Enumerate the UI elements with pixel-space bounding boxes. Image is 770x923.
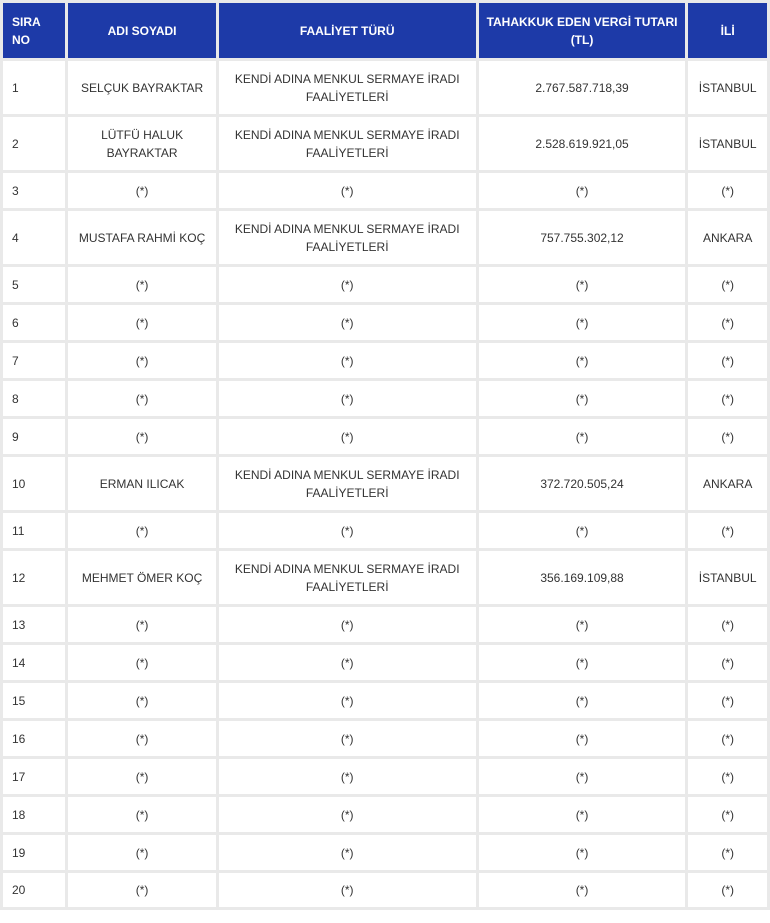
cell-faaliyet-turu: (*) (219, 173, 476, 208)
cell-ili: İSTANBUL (688, 551, 767, 604)
cell-ili: (*) (688, 645, 767, 680)
cell-vergi-tutari: (*) (479, 797, 686, 832)
cell-faaliyet-turu: (*) (219, 607, 476, 642)
cell-vergi-tutari: (*) (479, 267, 686, 302)
cell-vergi-tutari: (*) (479, 645, 686, 680)
cell-faaliyet-turu: (*) (219, 835, 476, 870)
cell-adi-soyadi: (*) (68, 305, 215, 340)
cell-adi-soyadi: (*) (68, 513, 215, 548)
cell-adi-soyadi: MEHMET ÖMER KOÇ (68, 551, 215, 604)
cell-sira-no: 4 (3, 211, 65, 264)
cell-faaliyet-turu: (*) (219, 305, 476, 340)
table-row (3, 759, 767, 794)
cell-ili: (*) (688, 381, 767, 416)
cell-vergi-tutari: (*) (479, 343, 686, 378)
cell-faaliyet-turu: (*) (219, 759, 476, 794)
cell-ili: (*) (688, 873, 767, 907)
table-row (3, 305, 767, 340)
table-row (3, 457, 767, 510)
cell-vergi-tutari: 372.720.505,24 (479, 457, 686, 510)
table-row (3, 117, 767, 170)
cell-sira-no: 9 (3, 419, 65, 454)
cell-adi-soyadi: (*) (68, 419, 215, 454)
cell-faaliyet-turu: (*) (219, 419, 476, 454)
cell-sira-no: 11 (3, 513, 65, 548)
cell-sira-no: 12 (3, 551, 65, 604)
cell-sira-no: 3 (3, 173, 65, 208)
cell-adi-soyadi: LÜTFÜ HALUK BAYRAKTAR (68, 117, 215, 170)
header-ili: İLİ (688, 3, 767, 58)
table-row (3, 551, 767, 604)
cell-adi-soyadi: (*) (68, 759, 215, 794)
table-row (3, 797, 767, 832)
table-row (3, 381, 767, 416)
table-row (3, 835, 767, 870)
cell-ili: (*) (688, 513, 767, 548)
cell-ili: İSTANBUL (688, 117, 767, 170)
cell-ili: (*) (688, 305, 767, 340)
cell-sira-no: 20 (3, 873, 65, 907)
cell-sira-no: 5 (3, 267, 65, 302)
cell-sira-no: 18 (3, 797, 65, 832)
table-row (3, 173, 767, 208)
cell-adi-soyadi: (*) (68, 173, 215, 208)
cell-faaliyet-turu: KENDİ ADINA MENKUL SERMAYE İRADI FAALİYETLERİ (219, 117, 476, 170)
table-row (3, 343, 767, 378)
table-row (3, 419, 767, 454)
cell-ili: ANKARA (688, 457, 767, 510)
cell-vergi-tutari: (*) (479, 759, 686, 794)
cell-faaliyet-turu: (*) (219, 513, 476, 548)
cell-sira-no: 14 (3, 645, 65, 680)
cell-sira-no: 7 (3, 343, 65, 378)
cell-faaliyet-turu: (*) (219, 645, 476, 680)
table-row (3, 683, 767, 718)
cell-sira-no: 17 (3, 759, 65, 794)
cell-sira-no: 10 (3, 457, 65, 510)
cell-faaliyet-turu: KENDİ ADINA MENKUL SERMAYE İRADI FAALİYETLERİ (219, 457, 476, 510)
cell-vergi-tutari: 757.755.302,12 (479, 211, 686, 264)
cell-adi-soyadi: MUSTAFA RAHMİ KOÇ (68, 211, 215, 264)
cell-ili: (*) (688, 835, 767, 870)
cell-faaliyet-turu: (*) (219, 797, 476, 832)
cell-faaliyet-turu: KENDİ ADINA MENKUL SERMAYE İRADI FAALİYETLERİ (219, 61, 476, 114)
cell-ili: (*) (688, 759, 767, 794)
cell-sira-no: 1 (3, 61, 65, 114)
cell-adi-soyadi: (*) (68, 607, 215, 642)
cell-vergi-tutari: (*) (479, 721, 686, 756)
cell-adi-soyadi: SELÇUK BAYRAKTAR (68, 61, 215, 114)
cell-faaliyet-turu: (*) (219, 683, 476, 718)
cell-ili: (*) (688, 267, 767, 302)
header-adi-soyadi: ADI SOYADI (68, 3, 215, 58)
cell-sira-no: 19 (3, 835, 65, 870)
cell-ili: ANKARA (688, 211, 767, 264)
cell-sira-no: 6 (3, 305, 65, 340)
table-header-row (3, 3, 767, 58)
cell-adi-soyadi: (*) (68, 381, 215, 416)
cell-ili: (*) (688, 797, 767, 832)
cell-vergi-tutari: (*) (479, 305, 686, 340)
cell-adi-soyadi: (*) (68, 721, 215, 756)
cell-ili: (*) (688, 683, 767, 718)
cell-vergi-tutari: (*) (479, 607, 686, 642)
cell-adi-soyadi: (*) (68, 343, 215, 378)
cell-vergi-tutari: (*) (479, 835, 686, 870)
cell-vergi-tutari: (*) (479, 381, 686, 416)
cell-ili: (*) (688, 419, 767, 454)
cell-adi-soyadi: (*) (68, 267, 215, 302)
cell-sira-no: 2 (3, 117, 65, 170)
header-faaliyet-turu: FAALİYET TÜRÜ (219, 3, 476, 58)
cell-adi-soyadi: (*) (68, 683, 215, 718)
cell-vergi-tutari: (*) (479, 173, 686, 208)
cell-vergi-tutari: (*) (479, 419, 686, 454)
cell-ili: İSTANBUL (688, 61, 767, 114)
cell-vergi-tutari: 2.528.619.921,05 (479, 117, 686, 170)
cell-adi-soyadi: (*) (68, 797, 215, 832)
table-row (3, 645, 767, 680)
cell-vergi-tutari: (*) (479, 683, 686, 718)
cell-vergi-tutari: 356.169.109,88 (479, 551, 686, 604)
cell-ili: (*) (688, 607, 767, 642)
header-vergi-tutari: TAHAKKUK EDEN VERGİ TUTARI (TL) (479, 3, 686, 58)
cell-adi-soyadi: ERMAN ILICAK (68, 457, 215, 510)
cell-adi-soyadi: (*) (68, 873, 215, 907)
cell-ili: (*) (688, 343, 767, 378)
table-row (3, 61, 767, 114)
cell-vergi-tutari: (*) (479, 873, 686, 907)
cell-adi-soyadi: (*) (68, 645, 215, 680)
header-sira-no: SIRA NO (3, 3, 65, 58)
cell-faaliyet-turu: (*) (219, 873, 476, 907)
cell-adi-soyadi: (*) (68, 835, 215, 870)
table-row (3, 211, 767, 264)
cell-faaliyet-turu: KENDİ ADINA MENKUL SERMAYE İRADI FAALİYETLERİ (219, 211, 476, 264)
cell-faaliyet-turu: (*) (219, 381, 476, 416)
table-row (3, 267, 767, 302)
cell-faaliyet-turu: (*) (219, 721, 476, 756)
cell-ili: (*) (688, 721, 767, 756)
cell-vergi-tutari: (*) (479, 513, 686, 548)
cell-sira-no: 15 (3, 683, 65, 718)
cell-faaliyet-turu: (*) (219, 267, 476, 302)
cell-ili: (*) (688, 173, 767, 208)
cell-sira-no: 16 (3, 721, 65, 756)
table-row (3, 721, 767, 756)
cell-sira-no: 8 (3, 381, 65, 416)
table-row (3, 513, 767, 548)
table-row (3, 873, 767, 907)
table-row (3, 607, 767, 642)
cell-faaliyet-turu: (*) (219, 343, 476, 378)
cell-faaliyet-turu: KENDİ ADINA MENKUL SERMAYE İRADI FAALİYETLERİ (219, 551, 476, 604)
cell-vergi-tutari: 2.767.587.718,39 (479, 61, 686, 114)
cell-sira-no: 13 (3, 607, 65, 642)
